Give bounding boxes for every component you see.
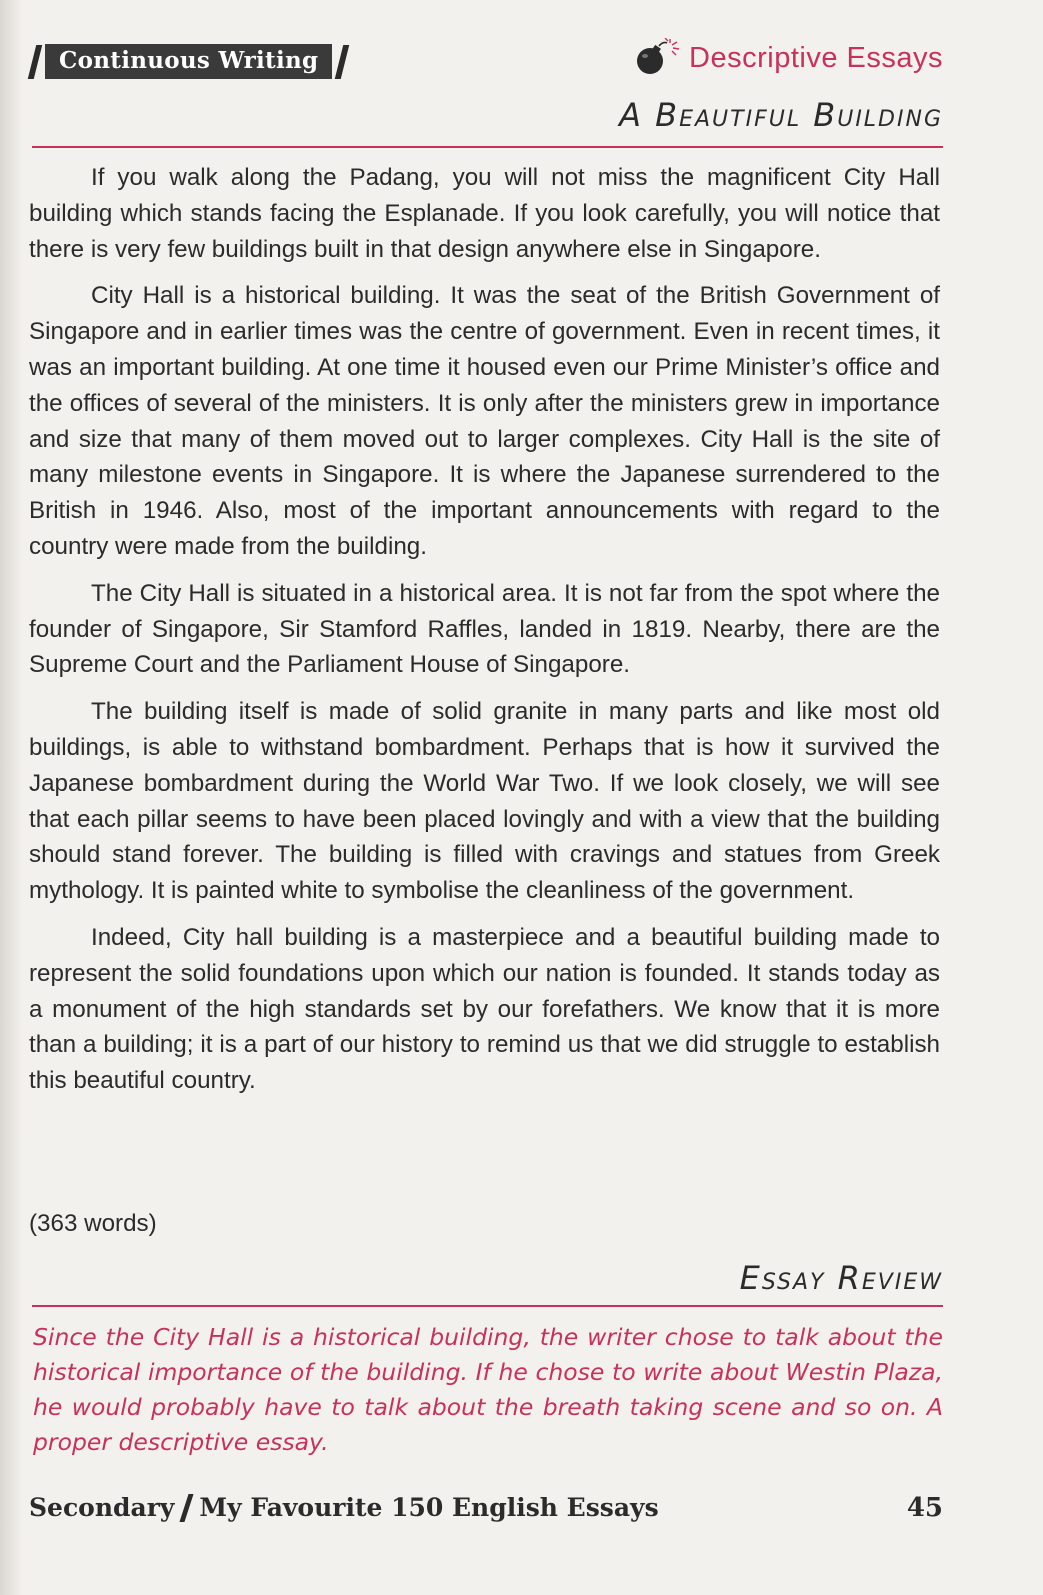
bomb-icon [633,38,681,78]
banner-label: Continuous Writing [45,44,332,79]
word-count: (363 words) [29,1210,157,1237]
essay-body [29,160,940,1110]
review-text: Since the City Hall is a historical building, the writer chose to talk about the historical importance of the building. If he chose to write about Westin Plaza, he would probably have to talk about the breath taking scene and so on. A proper descriptive essay. [33,1323,943,1456]
footer-slash [180,1494,194,1522]
essay-paragraph: City Hall is a historical building. It was the seat of the British Government of Singapore and in earlier times was the centre of government. Even in recent times, it was an important building. At one time it housed even our Prime Minister’s office and the offices of several of the ministers. It is only after the ministers grew in importance and size that many of them moved out to larger complexes. City Hall is the site of many milestone events in Singapore. It is where the Japanese surrendered to the British in 1946. Also, most of the important announcements with regard to the country were made from the building. [29,282,940,560]
title-divider [32,146,943,148]
essay-paragraph: Indeed, City hall building is a masterpiece and a beautiful building made to represent the solid foundations upon which our nation is founded. It stands today as a monument of the high standards set by our forefathers. We know that it is more than a building; it is a part of our history to remind us that we did struggle to establish this beautiful country. [29,923,940,1095]
essay-paragraph: The City Hall is situated in a historical area. It is not far from the spot where the founder of Singapore, Sir Stamford Raffles, landed in 1819. Nearby, there are the Supreme Court and the Parliament House of Singapore. [29,579,940,679]
essay-paragraph: The building itself is made of solid granite in many parts and like most old buildings, is able to withstand bombardment. Perhaps that is how it survived the Japanese bombardment during the World War Two. If we look closely, we will see that each pillar seems to have been placed lovingly and with a view that the building should stand forever. The building is filled with cravings and statues from Greek mythology. It is painted white to symbolise the cleanliness of the government. [29,698,940,905]
section-category-label: Descriptive Essays [689,41,943,74]
banner-left-slash [28,45,42,79]
essay-paragraph: If you walk along the Padang, you will not miss the magnificent City Hall building which stands facing the Esplanade. If you look carefully, you will notice that there is very few buildings built in that design anywhere else in Singapore. [29,164,940,263]
page-edge-shadow [0,0,22,1595]
footer-book-name: My Favourite 150 English Essays [199,1493,659,1522]
page-number: 45 [906,1493,943,1523]
footer-level: Secondary [29,1493,175,1522]
section-category [633,38,943,78]
review-title: Essay Review [739,1259,943,1297]
banner-right-slash [335,45,349,79]
section-banner [32,44,345,79]
footer-book-title [29,1493,659,1522]
essay-title: A Beautiful Building [619,96,943,134]
review-divider [32,1305,943,1307]
